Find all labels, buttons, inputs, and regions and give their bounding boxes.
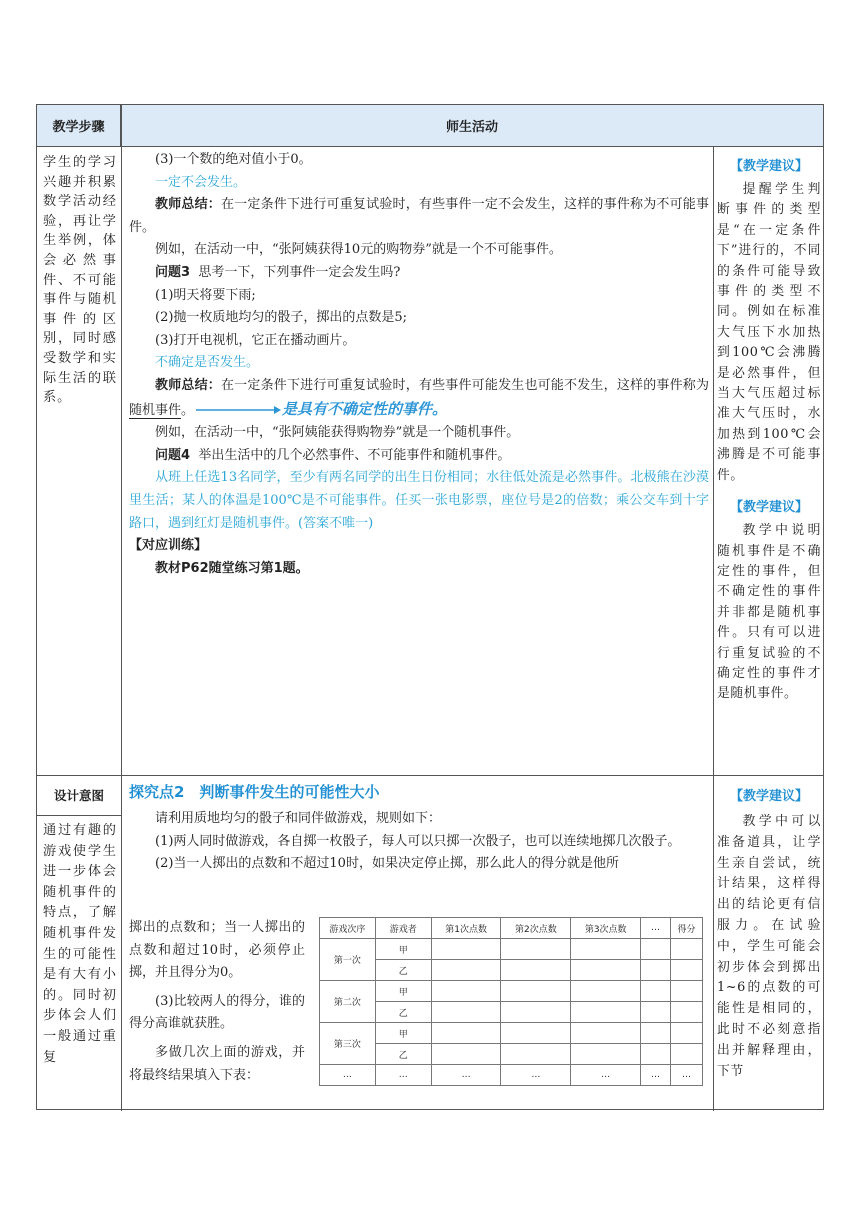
player-cell: 乙	[375, 1044, 431, 1065]
table-cell	[501, 1002, 571, 1023]
table-row	[320, 1023, 703, 1044]
training-text: 教材P62随堂练习第1题。	[155, 560, 309, 576]
ellipsis-cell: …	[431, 1065, 501, 1086]
table-row	[320, 939, 703, 960]
table-cell	[671, 1002, 703, 1023]
main-activity-bottom	[129, 781, 709, 876]
ellipsis-cell: …	[671, 1065, 703, 1086]
answer-4: 从班上任选13名同学，至少有两名同学的出生日份相同；水往低处流是必然事件。北极熊在沙漠里生活；某人的体温是100℃是不可能事件。任买一张电影票，座位号是2的倍数；乘公交车到十字路口，遇到红灯是随机事件。(答案不唯一)	[129, 470, 709, 531]
table-header-row	[320, 918, 703, 939]
ellipsis-cell: …	[571, 1065, 641, 1086]
table-cell	[671, 939, 703, 960]
training-heading: 【对应训练】	[129, 538, 208, 554]
table-header-cell: 游戏次序	[320, 918, 376, 939]
table-row	[320, 960, 703, 981]
header-activities: 师生活动	[121, 105, 823, 147]
table-header-cell: 得分	[671, 918, 703, 939]
example-1: 例如，在活动一中，“张阿姨获得10元的购物券”就是一个不可能事件。	[155, 242, 562, 258]
table-cell	[431, 981, 501, 1002]
example-2: 例如，在活动一中，“张阿姨能获得购物券”就是一个随机事件。	[155, 425, 520, 441]
ellipsis-cell: …	[320, 1065, 376, 1086]
teacher-summary-2: 教师总结：在一定条件下进行可重复试验时，有些事件可能发生也可能不发生，这样的事件称为随机事件。 是具有不确定性的事件。	[129, 377, 709, 418]
table-header-cell: 第1次点数	[431, 918, 501, 939]
ellipsis-cell: …	[641, 1065, 671, 1086]
suggestion-tag-1: 【教学建议】	[729, 159, 808, 174]
round-cell: 第三次	[320, 1023, 376, 1065]
rules-intro: 请利用质地均匀的骰子和同伴做游戏，规则如下：	[155, 811, 442, 826]
question-3-item-3: (3)打开电视机，它正在播动画片。	[155, 332, 356, 348]
main-activity-top	[129, 149, 709, 580]
suggestion-text-3: 教学中可以准备道具，让学生亲自尝试，统计结果，这样得出的结论更有信服力。在试验中，学生可能会初步体会到掷出1~6的点数的可能性是相同的，此时不必刻意指出并解释理由，下节	[717, 814, 821, 1079]
question-3: 问题3 思考一下，下列事件一定会发生吗?	[155, 264, 401, 280]
table-cell	[501, 960, 571, 981]
question-4: 问题4 举出生活中的几个必然事件、不可能事件和随机事件。	[155, 447, 511, 463]
table-cell	[641, 960, 671, 981]
player-cell: 乙	[375, 1002, 431, 1023]
table-header-cell: 第3次点数	[571, 918, 641, 939]
table-cell	[571, 981, 641, 1002]
round-cell: 第一次	[320, 939, 376, 981]
lesson-table	[36, 104, 824, 1110]
table-cell	[431, 939, 501, 960]
table-cell	[641, 981, 671, 1002]
table-row	[320, 1002, 703, 1023]
table-cell	[431, 960, 501, 981]
game-record-table	[319, 917, 703, 1086]
header-teaching-steps: 教学步骤	[37, 105, 121, 147]
suggestion-tag-2: 【教学建议】	[729, 500, 808, 516]
player-cell: 甲	[375, 981, 431, 1002]
ellipsis-cell: …	[501, 1065, 571, 1086]
fill-instruction: 多做几次上面的游戏，并将最终结果填入下表：	[129, 1044, 305, 1083]
table-cell	[671, 1044, 703, 1065]
player-cell: 甲	[375, 1023, 431, 1044]
table-cell	[671, 960, 703, 981]
table-cell	[671, 1023, 703, 1044]
table-cell	[641, 1002, 671, 1023]
arrow-icon	[194, 405, 282, 415]
table-header-cell: …	[641, 918, 671, 939]
table-cell	[431, 1023, 501, 1044]
left-intent-text: 学生的学习兴趣并积累数学活动经验，再让学生举例，体会必然事件、不可能事件与随机事件的区别，同时感受数学和实际生活的联系。	[43, 155, 117, 406]
player-cell: 甲	[375, 939, 431, 960]
table-cell	[671, 981, 703, 1002]
table-cell	[431, 1002, 501, 1023]
suggestion-tag-3: 【教学建议】	[729, 789, 808, 804]
table-header-cell: 游戏者	[375, 918, 431, 939]
teacher-summary-1: 教师总结：在一定条件下进行可重复试验时，有些事件一定不会发生，这样的事件称为不可能事件。	[129, 197, 709, 235]
rule-1: (1)两人同时做游戏，各自掷一枚骰子，每人可以只掷一次骰子，也可以连续地掷几次骰子。	[155, 833, 681, 849]
table-cell	[501, 939, 571, 960]
rule-2-cont: 掷出的点数和；当一人掷出的点数和超过10时，必须停止掷，并且得分为0。	[129, 920, 305, 981]
question-3-item-1: (1)明天将要下雨;	[155, 287, 256, 303]
suggestion-text-2: 教学中说明随机事件是不确定性的事件，但不确定性的事件并非都是随机事件。只有可以进行重复试验的不确定性的事件才是随机事件。	[717, 523, 821, 702]
table-cell	[571, 1044, 641, 1065]
ellipsis-cell: …	[375, 1065, 431, 1086]
rule-3: (3)比较两人的得分，谁的得分高谁就获胜。	[129, 993, 305, 1032]
table-cell	[641, 1023, 671, 1044]
design-intent-text: 通过有趣的游戏使学生进一步体会随机事件的特点，了解随机事件发生的可能性是有大有小的。同时初步体会人们一般通过重复	[43, 823, 117, 1065]
right-suggestions-bottom	[717, 785, 821, 1082]
table-cell	[571, 1023, 641, 1044]
answer-1: 一定不会发生。	[155, 174, 247, 190]
exploration-title: 探究点2 判断事件发生的可能性大小	[129, 783, 380, 801]
rule-2-line: (2)当一人掷出的点数和不超过10时，如果决定停止掷，那么此人的得分就是他所	[155, 856, 619, 872]
table-cell	[571, 1002, 641, 1023]
player-cell: 乙	[375, 960, 431, 981]
round-cell: 第二次	[320, 981, 376, 1023]
table-row	[320, 1044, 703, 1065]
table-row	[320, 981, 703, 1002]
table-row	[320, 1065, 703, 1086]
table-header-cell: 第2次点数	[501, 918, 571, 939]
table-cell	[641, 939, 671, 960]
handwritten-note: 是具有不确定性的事件。	[282, 399, 448, 418]
table-cell	[501, 1044, 571, 1065]
design-intent-label: 设计意图	[53, 788, 104, 803]
table-cell	[571, 939, 641, 960]
suggestion-text-1: 提醒学生判断事件的类型是“在一定条件下”进行的，不同的条件可能导致事件的类型不同。例如在标准大气压下水加热到100℃会沸腾是必然事件，但当大气压超过标准大气压时，水加热到100℃会沸腾是不可能事件。	[717, 182, 821, 483]
answer-2: 不确定是否发生。	[155, 355, 260, 371]
table-cell	[571, 960, 641, 981]
table-cell	[501, 1023, 571, 1044]
question-3-item-2: (2)抛一枚质地均匀的骰子，掷出的点数是5;	[155, 310, 408, 326]
main-activity-bottom-left	[129, 917, 305, 1087]
right-suggestions-top	[717, 155, 821, 705]
case-3: (3)一个数的绝对值小于0。	[155, 152, 312, 167]
table-cell	[641, 1044, 671, 1065]
table-cell	[431, 1044, 501, 1065]
table-cell	[501, 981, 571, 1002]
